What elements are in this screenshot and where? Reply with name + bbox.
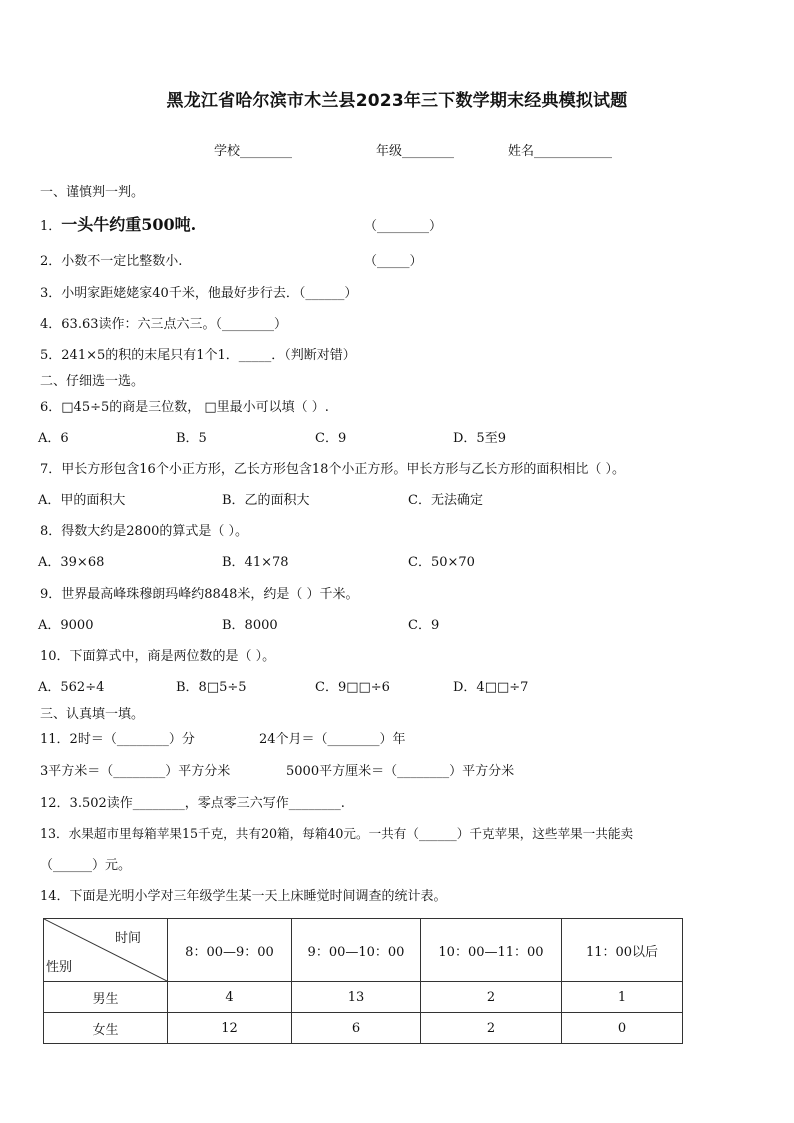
- table-cell: 6: [292, 1013, 421, 1044]
- grade-field: 年级________: [376, 144, 455, 159]
- option-b: B．8000: [222, 618, 278, 633]
- table-cell: 2: [421, 982, 562, 1013]
- option-d: D．4□□÷7: [453, 680, 529, 695]
- table-corner-cell: [44, 919, 168, 982]
- question-number: 1．: [40, 219, 62, 234]
- table-row: [44, 1013, 683, 1044]
- table-header-cell: 11：00以后: [562, 919, 683, 982]
- table-header-row: [44, 919, 683, 982]
- question-11b: 24个月＝（________）年: [259, 732, 406, 747]
- option-c: C．9□□÷6: [315, 680, 390, 695]
- question-11c: 3平方米＝（________）平方分米: [40, 764, 231, 779]
- question-text: 小数不一定比整数小.: [61, 254, 183, 269]
- option-c: C．9: [408, 618, 440, 633]
- table-cell: 12: [168, 1013, 292, 1044]
- table-header-cell: 9：00—10：00: [292, 919, 421, 982]
- question-13-line2: （______）元。: [40, 858, 132, 873]
- option-a: A．39×68: [38, 555, 105, 570]
- table-cell: 4: [168, 982, 292, 1013]
- table-header-cell: 8：00—9：00: [168, 919, 292, 982]
- option-b: B．5: [176, 431, 207, 446]
- answer-blank: （_____）: [364, 254, 423, 269]
- question-10: 10．下面算式中，商是两位数的是（ ）。: [40, 649, 276, 664]
- option-b: B．8□5÷5: [176, 680, 247, 695]
- question-text: 一头牛约重500吨.: [61, 215, 197, 234]
- question-number: 2．: [40, 254, 62, 269]
- answer-blank: （________）: [364, 219, 443, 234]
- corner-label-gender: 性别: [46, 960, 73, 975]
- row-label: 女生: [44, 1013, 168, 1044]
- section-heading-2: 二、仔细选一选。: [40, 374, 145, 389]
- table-cell: 0: [562, 1013, 683, 1044]
- section-heading-1: 一、谨慎判一判。: [40, 185, 145, 200]
- question-8: 8．得数大约是2800的算式是（ ）。: [40, 524, 248, 539]
- section-heading-3: 三、认真填一填。: [40, 707, 145, 722]
- question-11a: 11．2时＝（________）分: [40, 732, 195, 747]
- page-title: 黑龙江省哈尔滨市木兰县2023年三下数学期末经典模拟试题: [166, 91, 628, 111]
- table-cell: 1: [562, 982, 683, 1013]
- option-b: B．乙的面积大: [222, 493, 310, 508]
- option-c: C．50×70: [408, 555, 475, 570]
- option-c: C．无法确定: [408, 493, 483, 508]
- question-13-line1: 13．水果超市里每箱苹果15千克，共有20箱，每箱40元。一共有（______）千克苹果，这些苹果一共能卖: [40, 826, 634, 841]
- question-5: 5．241×5的积的末尾只有1个1．_____．（判断对错）: [40, 348, 356, 363]
- question-11d: 5000平方厘米＝（________）平方分米: [286, 764, 515, 779]
- option-a: A．6: [38, 431, 69, 446]
- question-1: [40, 212, 196, 235]
- question-4: 4．63.63读作：六三点六三。（________）: [40, 317, 287, 332]
- name-field: 姓名____________: [508, 144, 613, 159]
- question-6: 6．□45÷5的商是三位数， □里最小可以填（ ）.: [40, 400, 329, 415]
- option-d: D．5至9: [453, 431, 506, 446]
- corner-label-time: 时间: [114, 931, 141, 946]
- row-label: 男生: [44, 982, 168, 1013]
- question-7: 7．甲长方形包含16个小正方形，乙长方形包含18个小正方形。甲长方形与乙长方形的面积相比（ ）。: [40, 462, 625, 477]
- table-cell: 13: [292, 982, 421, 1013]
- question-14: 14．下面是光明小学对三年级学生某一天上床睡觉时间调查的统计表。: [40, 889, 447, 904]
- option-c: C．9: [315, 431, 347, 446]
- school-field: 学校________: [214, 144, 293, 159]
- table-cell: 2: [421, 1013, 562, 1044]
- option-a: A．9000: [38, 618, 94, 633]
- option-a: A．甲的面积大: [38, 493, 126, 508]
- question-3: 3．小明家距姥姥家40千米，他最好步行去．（______）: [40, 286, 358, 301]
- option-a: A．562÷4: [38, 680, 105, 695]
- question-12: 12．3.502读作________，零点零三六写作________.: [40, 796, 345, 811]
- statistics-table: [43, 918, 683, 1044]
- option-b: B．41×78: [222, 555, 289, 570]
- question-2: [40, 250, 182, 269]
- table-row: [44, 982, 683, 1013]
- question-9: 9．世界最高峰珠穆朗玛峰约8848米，约是（ ）千米。: [40, 587, 359, 602]
- table-header-cell: 10：00—11：00: [421, 919, 562, 982]
